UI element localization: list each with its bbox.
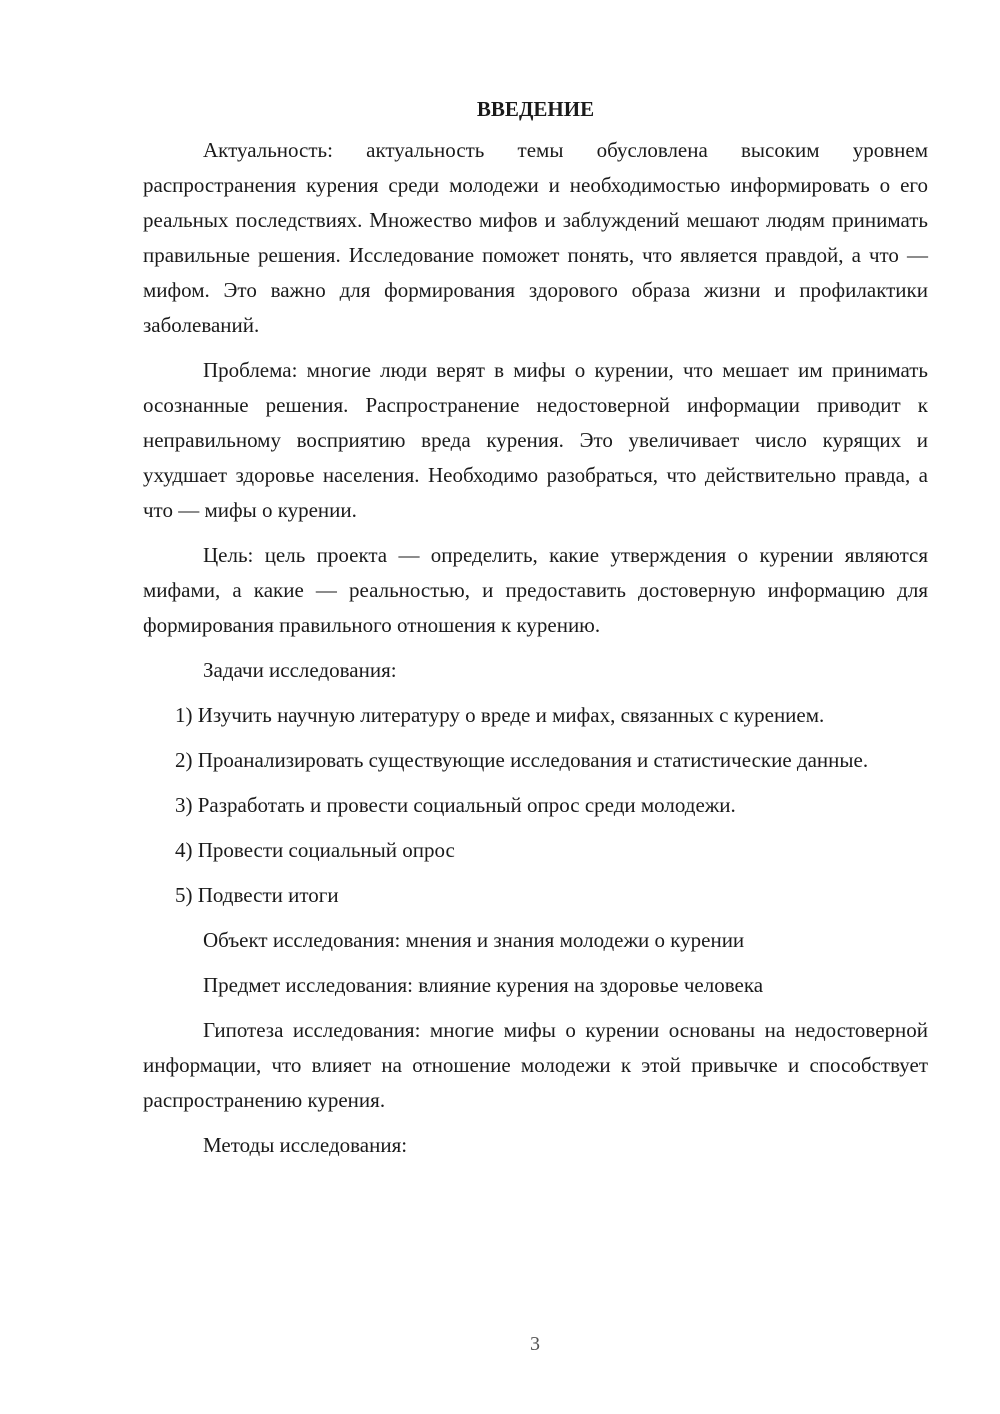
document-page [143,92,928,1173]
hypothesis-paragraph: Гипотеза исследования: многие мифы о курении основаны на недостоверной информации, что влияет на отношение молодежи к этой привычке и способствует распространению курения. [143,1018,928,1112]
task-item-4: 4) Провести социальный опрос [175,838,455,862]
section-title: ВВЕДЕНИЕ [476,97,595,121]
task-item-5: 5) Подвести итоги [175,883,339,907]
subject-line: Предмет исследования: влияние курения на здоровье человека [203,973,764,997]
task-item-1: 1) Изучить научную литературу о вреде и мифах, связанных с курением. [175,703,825,727]
tasks-heading: Задачи исследования: [203,658,397,682]
task-item-3: 3) Разработать и провести социальный опрос среди молодежи. [175,793,736,817]
methods-heading: Методы исследования: [203,1133,408,1157]
relevance-paragraph: Актуальность: актуальность темы обусловлена высоким уровнем распространения курения среди молодежи и необходимостью информировать о его реальных последствиях. Множество мифов и заблуждений мешают людям принимать правильные решения. Исследование поможет понять, что является правдой, а что — мифом. Это важно для формирования здорового образа жизни и профилактики заболеваний. [143,138,928,337]
object-line: Объект исследования: мнения и знания молодежи о курении [203,928,745,952]
goal-paragraph: Цель: цель проекта — определить, какие утверждения о курении являются мифами, а какие — реальностью, и предоставить достоверную информацию для формирования правильного отношения к курению. [143,543,928,637]
problem-paragraph: Проблема: многие люди верят в мифы о курении, что мешает им принимать осознанные решения. Распространение недостоверной информации приводит к неправильному восприятию вреда курения. Это увеличивает число курящих и ухудшает здоровье населения. Необходимо разобраться, что действительно правда, а что — мифы о курении. [143,358,928,522]
page-number: 3 [530,1333,540,1355]
task-item-2: 2) Проанализировать существующие исследования и статистические данные. [175,748,869,772]
